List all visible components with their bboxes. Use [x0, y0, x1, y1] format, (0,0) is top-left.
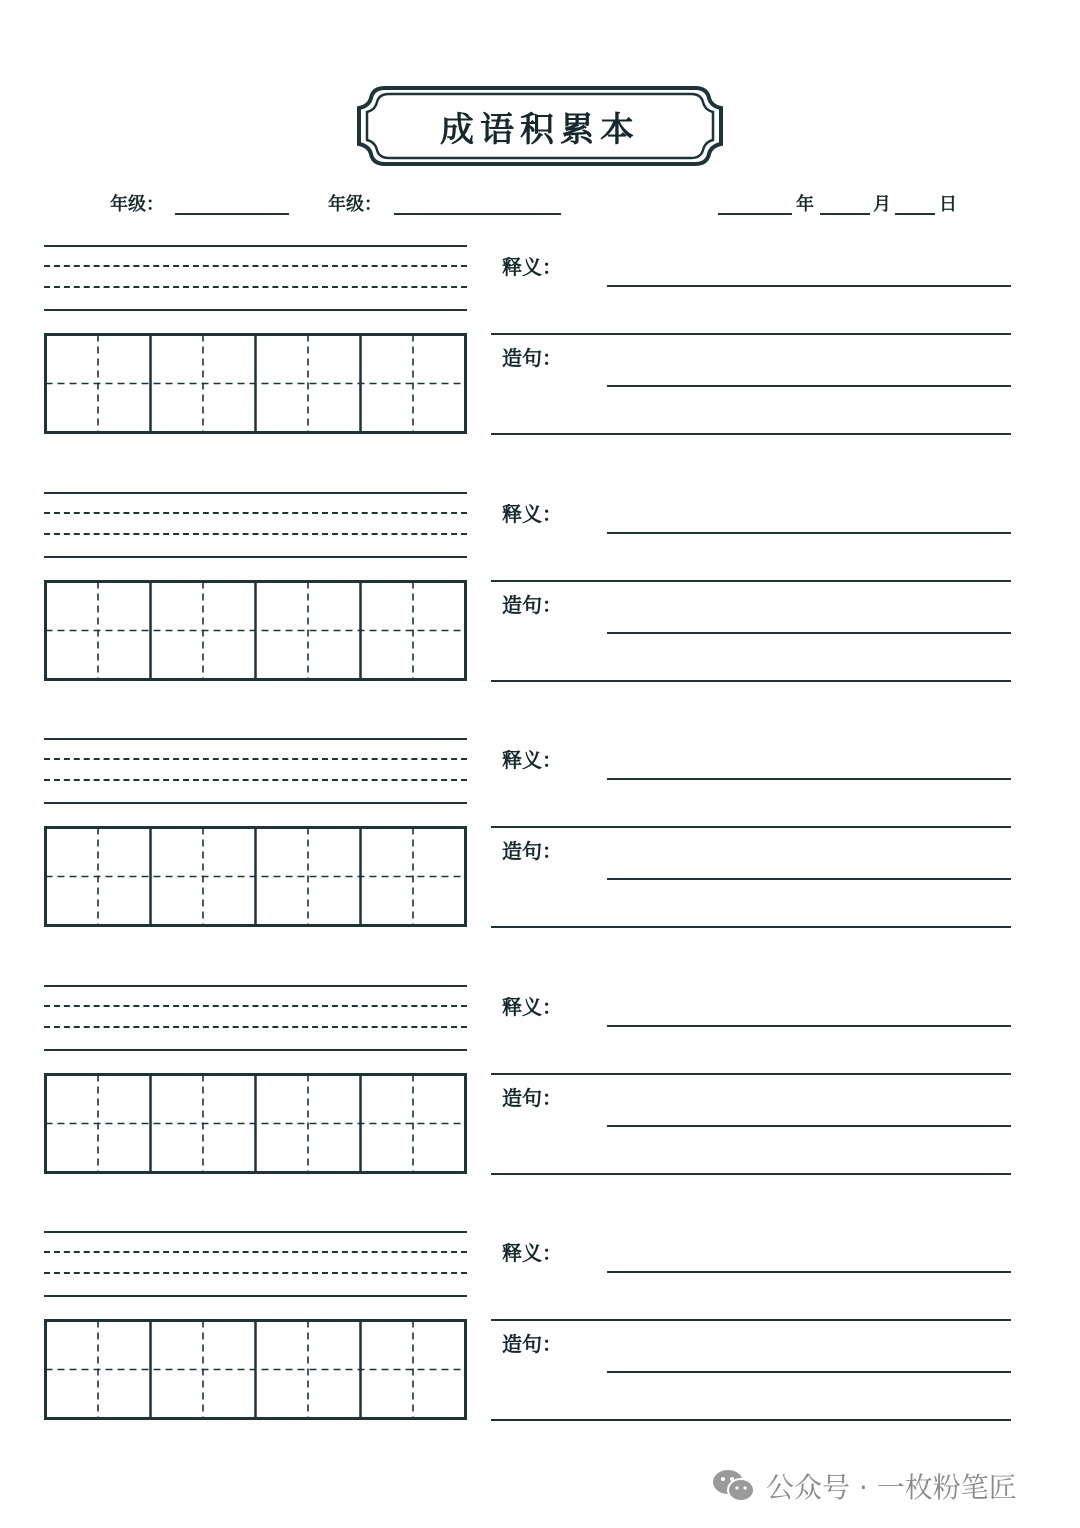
sentence-label: 造句：	[502, 839, 562, 863]
pinyin-top-line	[44, 738, 467, 740]
month-label: 月	[873, 194, 891, 215]
sentence-label: 造句：	[502, 593, 562, 617]
character-grid[interactable]	[44, 580, 467, 681]
grade-field-1[interactable]	[175, 213, 289, 215]
pinyin-bottom-line[interactable]	[44, 556, 467, 558]
wechat-icon	[712, 1468, 756, 1504]
pinyin-bottom-line[interactable]	[44, 1295, 467, 1297]
pinyin-top-line	[44, 1231, 467, 1233]
meaning-label: 释义：	[502, 995, 562, 1019]
pinyin-guide-line	[44, 758, 467, 760]
pinyin-guide-line	[44, 533, 467, 535]
sentence-line[interactable]	[491, 1419, 1011, 1421]
pinyin-guide-line	[44, 265, 467, 267]
year-label: 年	[796, 194, 814, 215]
idiom-entry	[0, 1231, 1080, 1431]
pinyin-guide-line	[44, 779, 467, 781]
section-divider-line	[491, 580, 1011, 582]
pinyin-guide-line	[44, 1005, 467, 1007]
pinyin-bottom-line[interactable]	[44, 309, 467, 311]
watermark-text: 公众号 · 一枚粉笔匠	[766, 1471, 1017, 1504]
grade-label-2: 年级：	[328, 194, 382, 215]
meaning-line[interactable]	[607, 1025, 1011, 1027]
section-divider-line	[491, 333, 1011, 335]
year-field[interactable]	[718, 213, 792, 215]
pinyin-top-line	[44, 985, 467, 987]
meaning-line[interactable]	[607, 1271, 1011, 1273]
sentence-line[interactable]	[607, 385, 1011, 387]
day-field[interactable]	[895, 213, 935, 215]
meaning-label: 释义：	[502, 255, 562, 279]
grade-field-2[interactable]	[394, 213, 561, 215]
idiom-entry	[0, 245, 1080, 445]
sentence-line[interactable]	[491, 680, 1011, 682]
sentence-line[interactable]	[607, 1125, 1011, 1127]
meaning-line[interactable]	[607, 778, 1011, 780]
sentence-label: 造句：	[502, 1086, 562, 1110]
month-field[interactable]	[820, 213, 870, 215]
meaning-label: 释义：	[502, 502, 562, 526]
pinyin-top-line	[44, 492, 467, 494]
section-divider-line	[491, 1319, 1011, 1321]
pinyin-guide-line	[44, 1026, 467, 1028]
sentence-label: 造句：	[502, 346, 562, 370]
meaning-label: 释义：	[502, 1241, 562, 1265]
page-title: 成语积累本	[440, 109, 640, 150]
section-divider-line	[491, 826, 1011, 828]
pinyin-guide-line	[44, 512, 467, 514]
character-grid[interactable]	[44, 1319, 467, 1420]
pinyin-guide-line	[44, 1251, 467, 1253]
character-grid[interactable]	[44, 1073, 467, 1174]
watermark	[712, 1466, 1017, 1506]
sentence-line[interactable]	[491, 926, 1011, 928]
section-divider-line	[491, 1073, 1011, 1075]
sentence-line[interactable]	[607, 878, 1011, 880]
pinyin-bottom-line[interactable]	[44, 802, 467, 804]
idiom-entry	[0, 985, 1080, 1185]
pinyin-top-line	[44, 245, 467, 247]
pinyin-bottom-line[interactable]	[44, 1049, 467, 1051]
day-label: 日	[939, 194, 957, 215]
meaning-label: 释义：	[502, 748, 562, 772]
pinyin-guide-line	[44, 286, 467, 288]
character-grid[interactable]	[44, 333, 467, 434]
idiom-entry	[0, 492, 1080, 692]
idiom-entry	[0, 738, 1080, 938]
grade-label-1: 年级：	[110, 194, 164, 215]
sentence-line[interactable]	[607, 1371, 1011, 1373]
pinyin-guide-line	[44, 1272, 467, 1274]
sentence-label: 造句：	[502, 1332, 562, 1356]
meaning-line[interactable]	[607, 285, 1011, 287]
sentence-line[interactable]	[607, 632, 1011, 634]
character-grid[interactable]	[44, 826, 467, 927]
meaning-line[interactable]	[607, 532, 1011, 534]
sentence-line[interactable]	[491, 433, 1011, 435]
sentence-line[interactable]	[491, 1173, 1011, 1175]
